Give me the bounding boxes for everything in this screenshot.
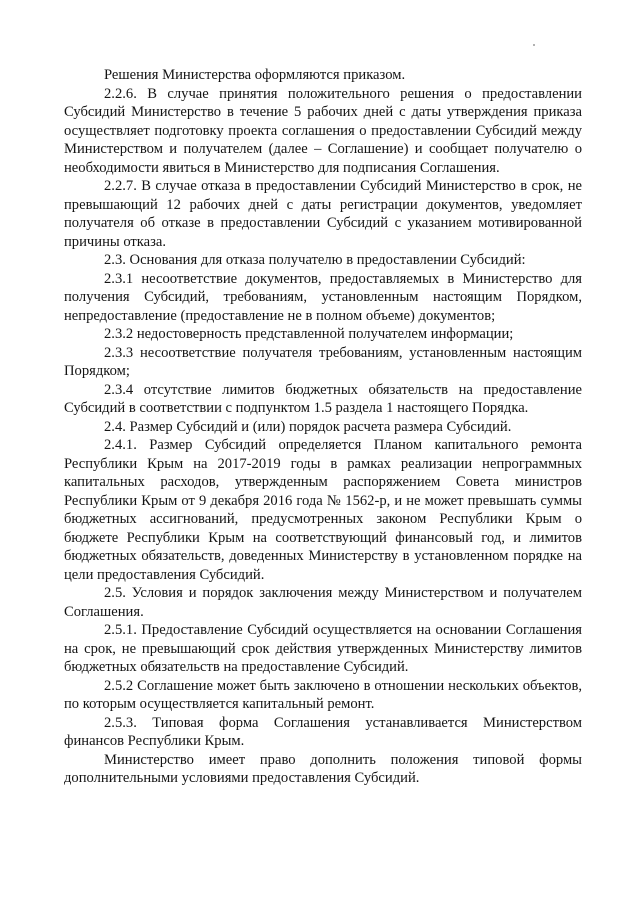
paragraph-2-5-1: 2.5.1. Предоставление Субсидий осуществляется на основании Соглашения на срок, не превышающий срок действия утвержденных Министерству лимитов бюджетных обязательств на предоставление Субсидий. xyxy=(64,622,582,675)
paragraph-2-3-4: 2.3.4 отсутствие лимитов бюджетных обязательств на предоставление Субсидий в соответствии с подпунктом 1.5 раздела 1 настоящего Порядка. xyxy=(64,381,582,416)
paragraph-2-5: 2.5. Условия и порядок заключения между Министерством и получателем Соглашения. xyxy=(64,585,582,620)
paragraph-2-3-3: 2.3.3 несоответствие получателя требованиям, установленным настоящим Порядком; xyxy=(64,344,582,379)
document-body xyxy=(64,66,582,788)
paragraph-2-3: 2.3. Основания для отказа получателю в предоставлении Субсидий: xyxy=(104,252,526,268)
paragraph-2-2-6: 2.2.6. В случае принятия положительного решения о предоставлении Субсидий Министерство в течение 5 рабочих дней с даты утверждения приказа осуществляет подготовку проекта соглашения о предоставлении Субсидий между Министерством и получателем (далее – Соглашение) и сообщает получателю о необходимости явиться в Министерство для подписания Соглашения. xyxy=(64,85,582,176)
scan-speck xyxy=(533,44,535,46)
paragraph-2-5-3: 2.5.3. Типовая форма Соглашения устанавливается Министерством финансов Республики Крым. xyxy=(64,714,582,749)
paragraph-decisions: Решения Министерства оформляются приказом. xyxy=(104,67,406,83)
paragraph-ministry-right: Министерство имеет право дополнить положения типовой формы дополнительными условиями предоставления Субсидий. xyxy=(64,751,582,786)
paragraph-2-3-1: 2.3.1 несоответствие документов, предоставляемых в Министерство для получения Субсидий, требованиям, установленным настоящим Порядком, непредоставление (предоставление не в полном объеме) документов; xyxy=(64,270,582,324)
paragraph-2-3-2: 2.3.2 недостоверность представленной получателем информации; xyxy=(104,326,514,342)
paragraph-2-4-1: 2.4.1. Размер Субсидий определяется Планом капитального ремонта Республики Крым на 2017-2019 годы в рамках реализации непрограммных капитальных расходов, утвержденным распоряжением Совета министров Республики Крым от 9 декабря 2016 года № 1562-р, и не может превышать суммы бюджетных ассигнований, предусмотренных законом Республики Крым о бюджете Республики Крым на соответствующий финансовый год, и лимитов бюджетных обязательств, доведенных Министерству в установленном порядке на цели предоставления Субсидий. xyxy=(64,437,582,583)
paragraph-2-2-7: 2.2.7. В случае отказа в предоставлении Субсидий Министерство в срок, не превышающий 12 рабочих дней с даты регистрации документов, уведомляет получателя об отказе в предоставлении Субсидий с указанием мотивированной причины отказа. xyxy=(64,178,582,250)
paragraph-2-5-2: 2.5.2 Соглашение может быть заключено в отношении нескольких объектов, по которым осуществляется капитальный ремонт. xyxy=(64,677,582,712)
paragraph-2-4: 2.4. Размер Субсидий и (или) порядок расчета размера Субсидий. xyxy=(104,418,512,435)
